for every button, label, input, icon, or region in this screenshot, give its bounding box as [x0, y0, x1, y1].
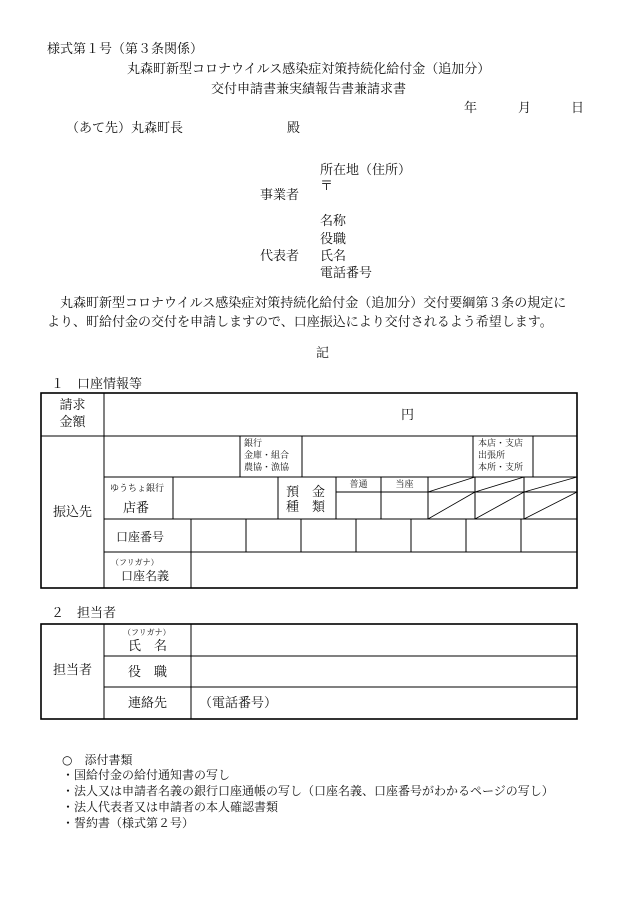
form-title-line1: 丸森町新型コロナウイルス感染症対策持続化給付金（追加分） [127, 62, 491, 77]
phone-label: 電話番号 [320, 266, 373, 281]
branch-label: 店番 [123, 501, 150, 516]
yucho-label: ゆうちょ銀行 [110, 484, 165, 494]
form-title-line2: 交付申請書兼実績報告書兼請求書 [211, 82, 407, 97]
person-name-label: 氏 名 [128, 639, 168, 654]
attachment-item: ・法人代表者又は申請者の本人確認書類 [62, 800, 279, 814]
section1-heading: １ 口座情報等 [51, 377, 143, 392]
date-month[interactable]: 月 [518, 101, 532, 116]
attachment-item: ・法人又は申請者名義の銀行口座通帳の写し（口座名義、口座番号がわかるページの写し） [62, 784, 554, 798]
claim-label-1: 請求 [59, 398, 86, 413]
deposit-label-1: 預 金 [286, 485, 326, 500]
honorific: 殿 [287, 121, 301, 136]
representative-label: 代表者 [260, 249, 300, 264]
ordinary-option[interactable]: 普通 [349, 480, 368, 490]
account-number-label: 口座番号 [116, 530, 165, 544]
attachment-item: ・誓約書（様式第２号） [62, 816, 195, 830]
bank-type-2: 金庫・組合 [244, 451, 290, 461]
attachments-heading: ○ 添付書類 [62, 753, 133, 767]
bank-type-3: 農協・漁協 [244, 463, 290, 473]
current-option[interactable]: 当座 [395, 480, 414, 490]
furigana-label-1: （フリガナ） [111, 558, 159, 567]
attachment-item: ・国給付金の給付通知書の写し [62, 768, 231, 782]
role-label: 役 職 [128, 665, 168, 680]
business-label: 事業者 [260, 188, 300, 203]
claim-label-2: 金額 [59, 415, 86, 430]
contact-info-label: 連絡先 [128, 696, 168, 711]
bank-type-1: 銀行 [244, 439, 263, 449]
branch-type-1: 本店・支店 [478, 439, 524, 449]
name-label: 名称 [320, 214, 347, 229]
contact-person-label: 担当者 [52, 663, 92, 678]
postal-mark: 〒 [320, 179, 334, 194]
paragraph-line1: 丸森町新型コロナウイルス感染症対策持続化給付金（追加分）交付要綱第３条の規定に [60, 296, 567, 311]
form-number: 様式第１号（第３条関係） [47, 42, 204, 57]
address-label: 所在地（住所） [320, 163, 412, 178]
addressee: （あて先）丸森町長 [66, 121, 184, 136]
furigana-label-2: （フリガナ） [123, 628, 171, 637]
paragraph-line2: より、町給付金の交付を申請しますので、口座振込により交付されるよう希望します。 [47, 315, 553, 330]
person-label: 氏名 [320, 249, 347, 264]
branch-type-2: 出張所 [478, 451, 506, 461]
branch-type-3: 本所・支所 [478, 463, 524, 473]
yen-label: 円 [401, 408, 415, 423]
transfer-label: 振込先 [52, 505, 92, 520]
phone-hint: （電話番号） [199, 696, 278, 711]
section2-heading: ２ 担当者 [51, 606, 117, 621]
account-name-label: 口座名義 [121, 569, 170, 583]
title-label: 役職 [320, 232, 347, 247]
deposit-label-2: 種 類 [286, 500, 326, 515]
ki-mark: 記 [316, 346, 330, 361]
date-year[interactable]: 年 [464, 101, 478, 116]
date-day[interactable]: 日 [571, 101, 585, 116]
